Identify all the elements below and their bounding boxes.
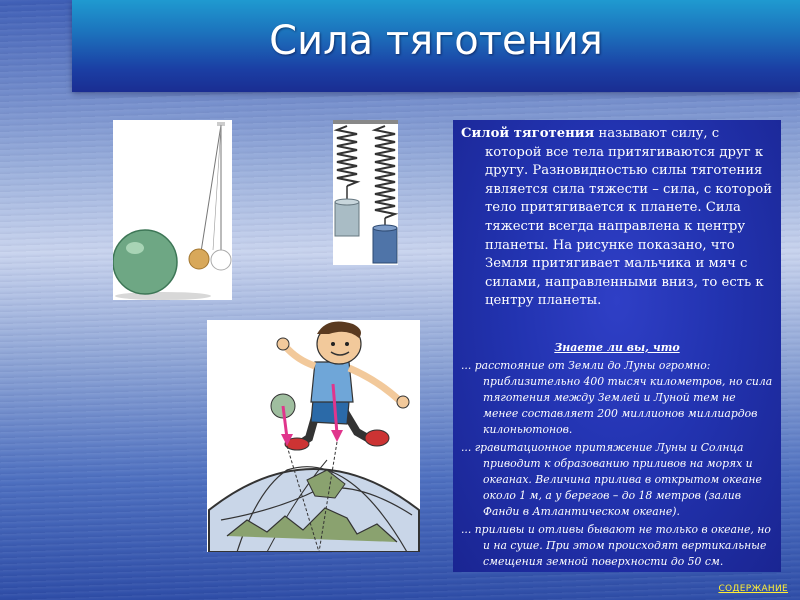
fact-item: ... приливы и отливы бывают не только в океане, но и на суше. При этом происходят вертикальные смещения земной поверхности до 50 см. (461, 522, 771, 568)
fact-item: ... гравитационное притяжение Луны и Солнца приводит к образованию приливов на морях и океанах. Величина прилива в открытом океане около 1 м, а у берегов – до 18 метров (залив Фанди в Атлантическом океане). (461, 440, 762, 518)
springs-drawing (333, 120, 398, 265)
intro-bold-term: Силой тяготения (461, 126, 595, 141)
intro-paragraph (461, 125, 773, 311)
boy-on-earth-drawing (207, 320, 420, 552)
intro-text: называют силу, с которой все тела притягиваются друг к другу. Разновидностью силы тяготения является сила тяжести – сила, с которой тело притягивается к планете. Сила тяжести всегда направлена к центру планеты. На рисунке показано, что Земля притягивает мальчика и мяч с силами, направленными вниз, то есть к центру планеты. (485, 126, 773, 309)
fact-item: ... расстояние от Земли до Луны огромно: приблизительно 400 тысяч километров, но сила тяготения между Землей и Луной тем не менее составляет 200 миллионов миллиардов килоньютонов. (461, 358, 773, 436)
contents-link[interactable]: СОДЕРЖАНИЕ (718, 584, 788, 594)
pendulum-illustration (113, 120, 232, 300)
slide-title: Сила тяготения (269, 18, 603, 64)
did-you-know-heading: Знаете ли вы, что (554, 340, 680, 354)
pendulum-drawing (113, 120, 232, 300)
boy-on-earth-illustration (207, 320, 420, 552)
text-panel (453, 120, 781, 572)
springs-illustration (333, 120, 398, 265)
title-bar (72, 0, 800, 92)
